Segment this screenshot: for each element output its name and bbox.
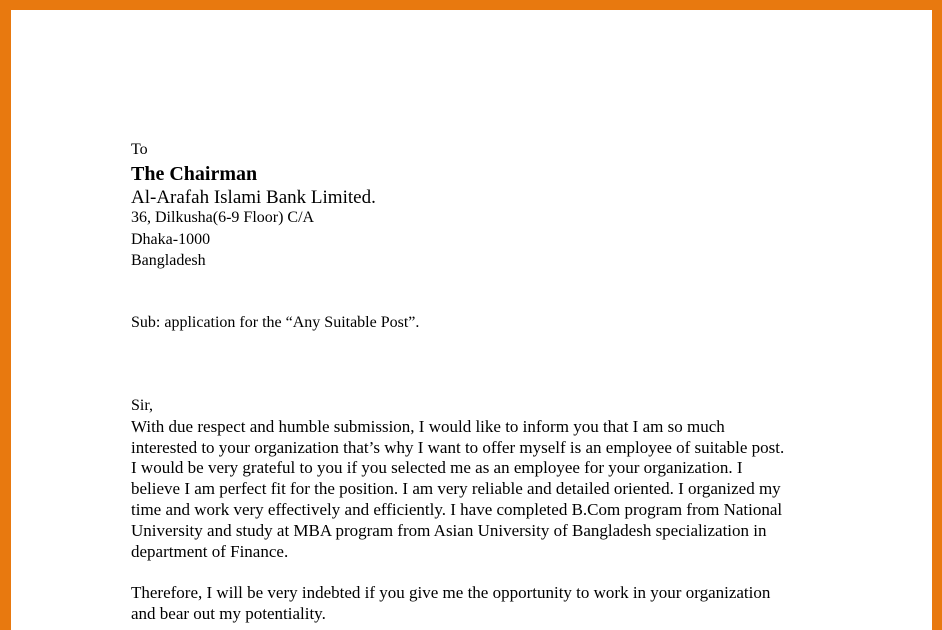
closing-line: and bear out my potentiality. <box>131 604 326 623</box>
body-line: believe I am perfect fit for the position. I am very reliable and detailed oriented. I organized my <box>131 479 781 498</box>
subject-line: Sub: application for the “Any Suitable Post”. <box>131 314 420 331</box>
body-line: University and study at MBA program from Asian University of Bangladesh specialization in <box>131 521 767 540</box>
organization-name: Al-Arafah Islami Bank Limited. <box>131 187 376 208</box>
to-label: To <box>131 141 148 158</box>
salutation: Sir, <box>131 397 154 414</box>
address-line-3: Bangladesh <box>131 252 206 269</box>
address-line-1: 36, Dilkusha(6-9 Floor) C/A <box>131 209 315 226</box>
address-line-2: Dhaka-1000 <box>131 231 211 248</box>
body-line: I would be very grateful to you if you selected me as an employee for your organization. I <box>131 458 743 477</box>
recipient-title: The Chairman <box>131 163 258 185</box>
closing-line: Therefore, I will be very indebted if you give me the opportunity to work in your organization <box>131 583 771 602</box>
body-line: time and work very effectively and efficiently. I have completed B.Com program from National <box>131 500 783 519</box>
body-line: With due respect and humble submission, I would like to inform you that I am so much <box>131 417 725 436</box>
body-line: department of Finance. <box>131 542 289 561</box>
body-line: interested to your organization that’s why I want to offer myself is an employee of suitable post. <box>131 438 785 457</box>
letter-page <box>11 10 932 630</box>
